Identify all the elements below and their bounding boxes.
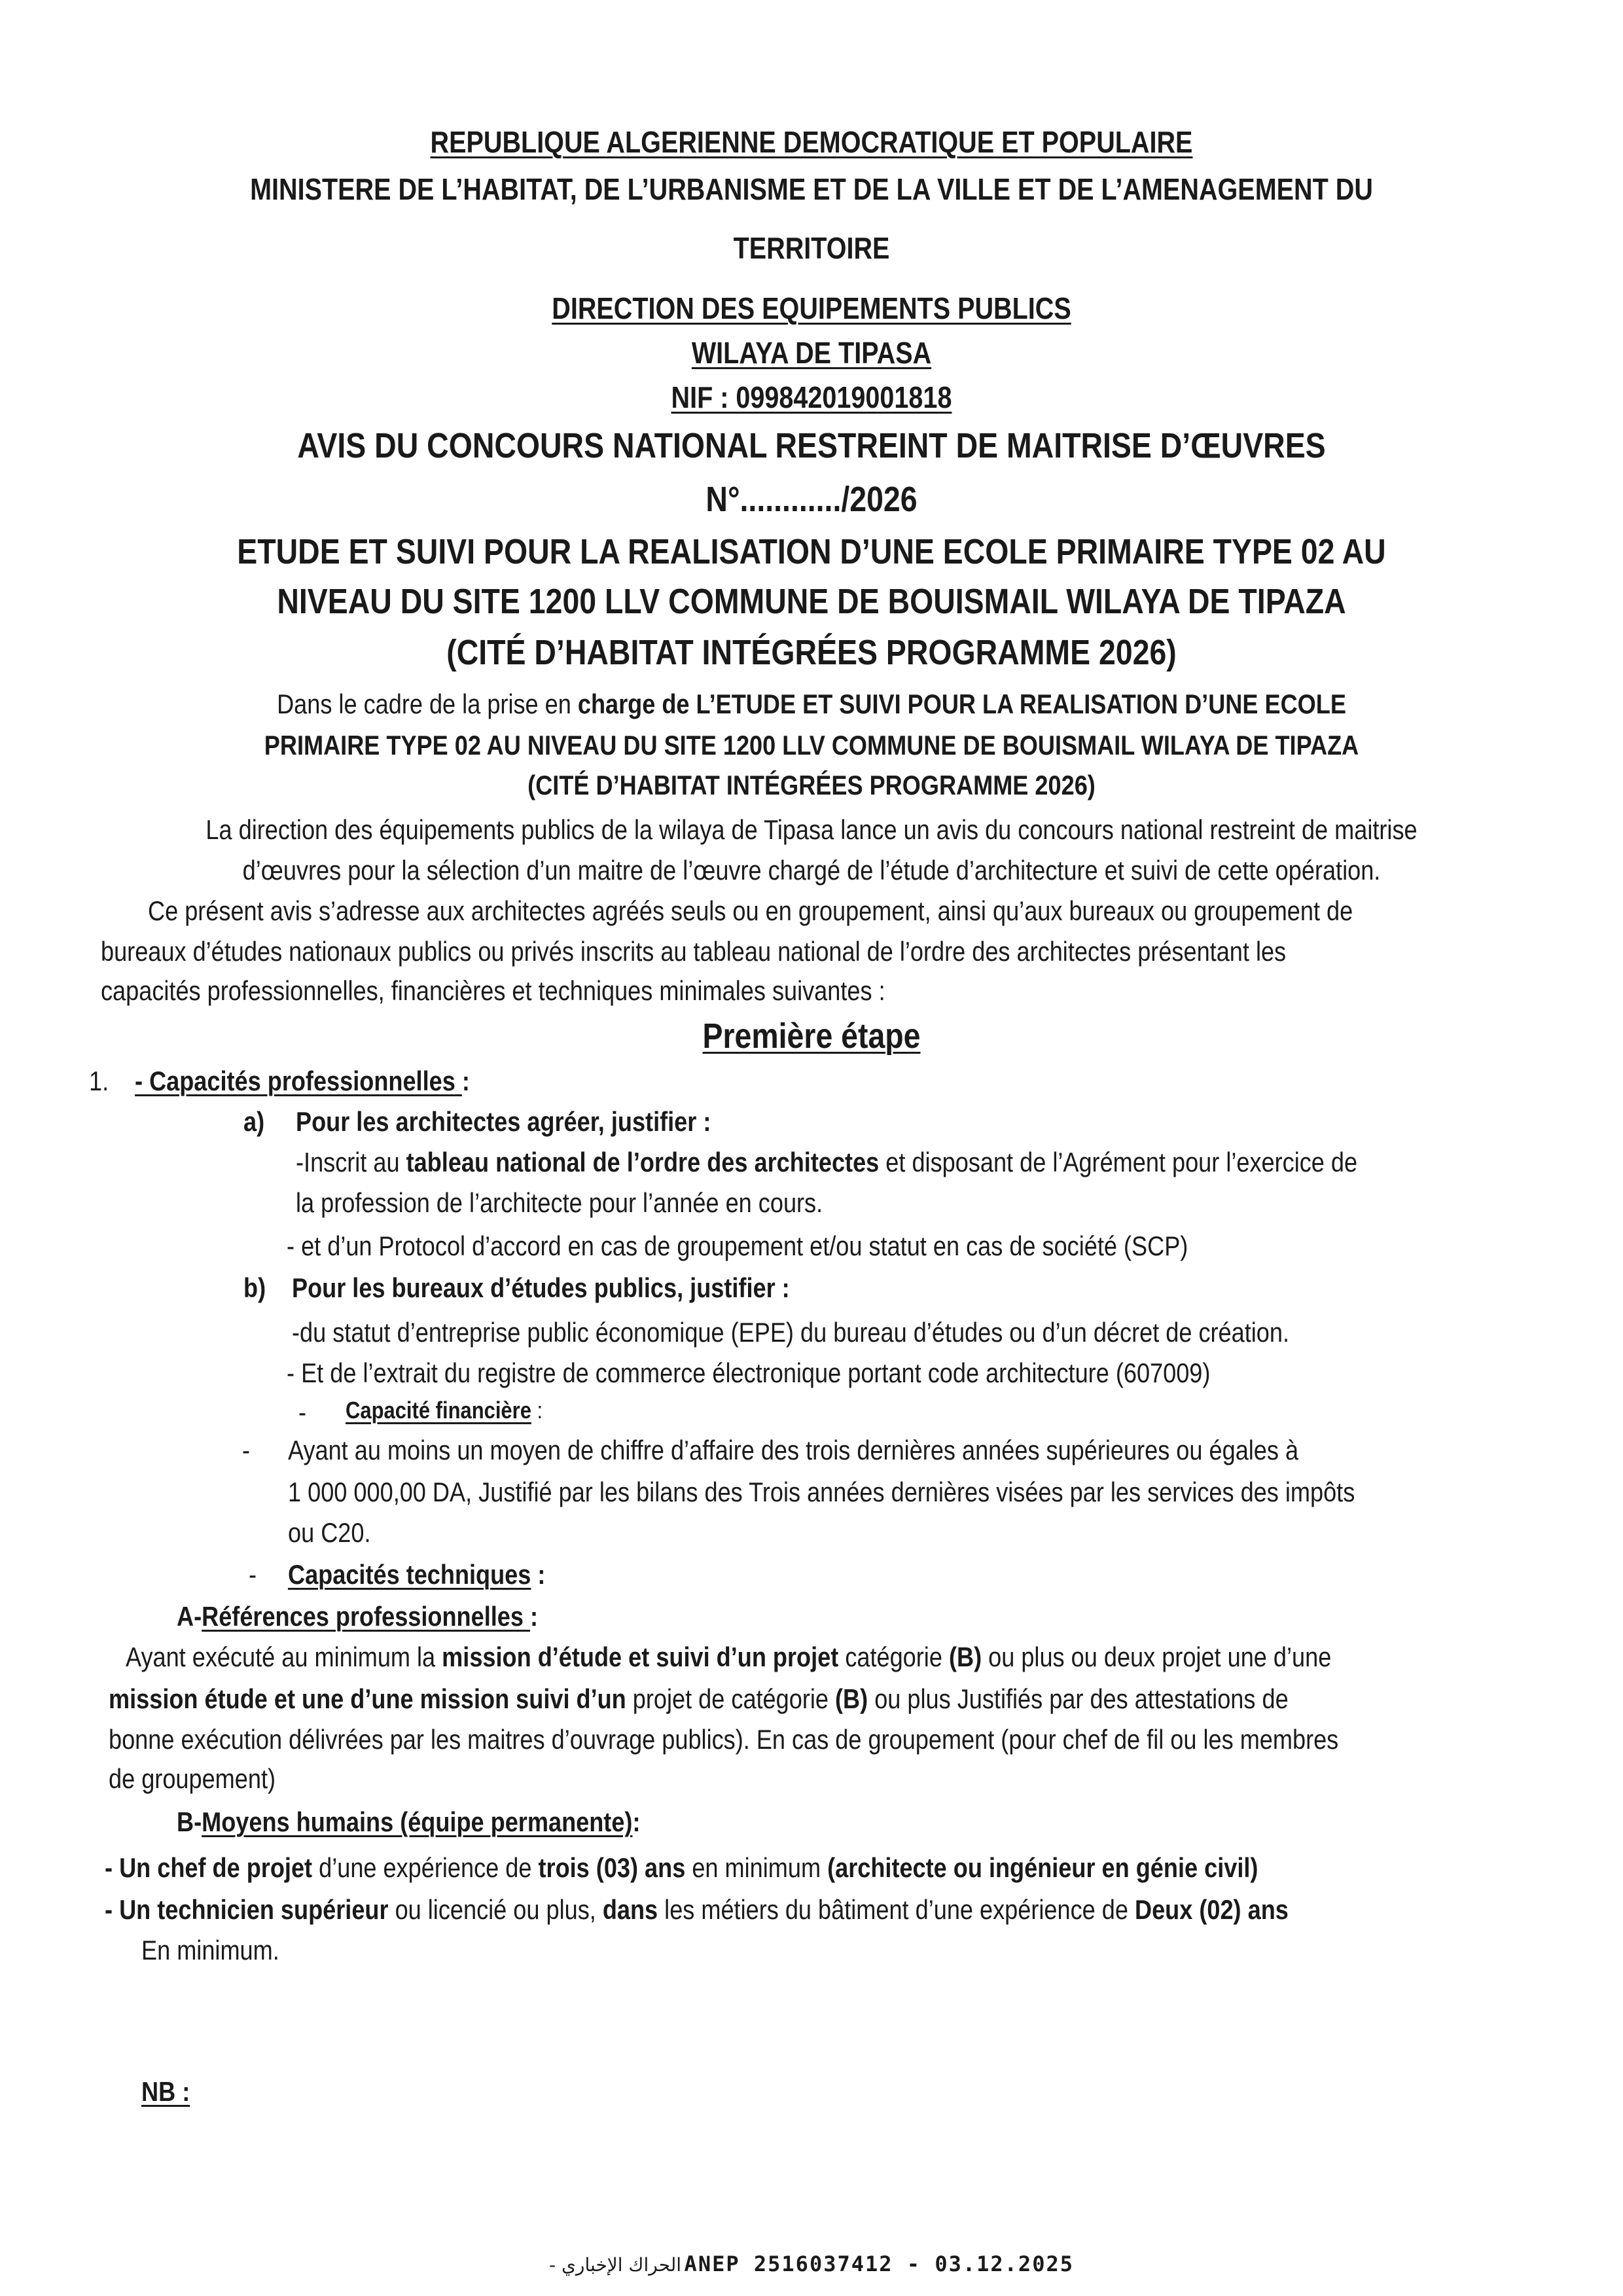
item-a-line3: - et d’un Protocol d’accord en cas de groupement et/ou statut en cas de société (SCP)	[287, 1230, 1188, 1261]
item-b-label: b)	[243, 1272, 266, 1303]
header-wilaya: WILAYA DE TIPASA	[691, 336, 932, 370]
item-a-heading: Pour les architectes agréer, justifier :	[296, 1106, 711, 1137]
header-direction: DIRECTION DES EQUIPEMENTS PUBLICS	[552, 291, 1071, 325]
heading-capacites-professionnelles: - Capacités professionnelles :	[135, 1066, 470, 1096]
financial-line1: Ayant au moins un moyen de chiffre d’affaire des trois dernières années supérieures ou égales à	[288, 1435, 1299, 1465]
footer-arabic-source: الحراك الإخباري -	[549, 2254, 682, 2276]
heading-moyens-humains: B-Moyens humains (équipe permanente):	[177, 1806, 641, 1837]
paragraph2-line3: capacités professionnelles, financières et techniques minimales suivantes :	[101, 975, 885, 1006]
item-a-label: a)	[243, 1106, 265, 1137]
header-ministry-cont: TERRITOIRE	[733, 231, 890, 265]
references-line1: Ayant exécuté au minimum la mission d’étude et suivi d’un projet catégorie (B) ou plus ou deux projet une d’une	[126, 1641, 1332, 1672]
item-b-line2: - Et de l’extrait du registre de commerce électronique portant code architecture (607009)	[287, 1357, 1211, 1388]
paragraph1-line2: d’œuvres pour la sélection d’un maitre de l’œuvre chargé de l’étude d’architecture et suivi de cette opération.	[242, 855, 1381, 886]
intro-line3: (CITÉ D’HABITAT INTÉGRÉES PROGRAMME 2026)	[527, 770, 1096, 800]
paragraph1-line1: La direction des équipements publics de la wilaya de Tipasa lance un avis du concours national restreint de maitrise	[205, 814, 1418, 845]
nb-label: NB :	[141, 2076, 190, 2107]
notice-subject-line1: ETUDE ET SUIVI POUR LA REALISATION D’UNE ECOLE PRIMAIRE TYPE 02 AU	[237, 532, 1386, 571]
paragraph2-line2: bureaux d’études nationaux publics ou privés inscrits au tableau national de l’ordre des architectes présentant les	[101, 936, 1287, 967]
human-resources-line1: - Un chef de projet d’une expérience de trois (03) ans en minimum (architecte ou ingénieur en génie civil)	[105, 1852, 1258, 1883]
footer-anep-code: ANEP 2516037412 - 03.12.2025	[684, 2251, 1074, 2276]
header-ministry: MINISTERE DE L’HABITAT, DE L’URBANISME ET DE LA VILLE ET DE L’AMENAGEMENT DU	[250, 172, 1373, 206]
intro-line1: Dans le cadre de la prise en charge de L’ETUDE ET SUIVI POUR LA REALISATION D’UNE ECOLE	[277, 689, 1346, 719]
financial-line2: 1 000 000,00 DA, Justifié par les bilans des Trois années dernières visées par les services des impôts	[288, 1477, 1355, 1507]
header-republic: REPUBLIQUE ALGERIENNE DEMOCRATIQUE ET POPULAIRE	[430, 125, 1193, 159]
human-resources-line3: En minimum.	[141, 1935, 279, 1965]
human-resources-line2: - Un technicien supérieur ou licencié ou plus, dans les métiers du bâtiment d’une expérience de Deux (02) ans	[105, 1894, 1289, 1925]
item-a-line1: -Inscrit au tableau national de l’ordre des architectes et disposant de l’Agrément pour l’exercice de	[296, 1147, 1358, 1177]
section-title: Première étape	[702, 1016, 921, 1056]
references-line2: mission étude et une d’une mission suivi d’un projet de catégorie (B) ou plus Justifiés par des attestations de	[109, 1683, 1289, 1714]
notice-title: AVIS DU CONCOURS NATIONAL RESTREINT DE MAITRISE D’ŒUVRES	[297, 426, 1326, 465]
financial-dash: -	[298, 1397, 307, 1427]
header-nif: NIF : 099842019001818	[671, 380, 952, 414]
paragraph2-line1: Ce présent avis s’adresse aux architectes agréés seuls ou en groupement, ainsi qu’aux bureaux ou groupement de	[148, 895, 1353, 926]
references-line4: de groupement)	[109, 1763, 276, 1794]
item-b-line1: -du statut d’entreprise public économique (EPE) du bureau d’études ou d’un décret de création.	[292, 1317, 1290, 1348]
financial-line3: ou C20.	[288, 1517, 371, 1548]
item-b-heading: Pour les bureaux d’études publics, justifier :	[292, 1272, 790, 1303]
financial-bullet: -	[242, 1435, 251, 1465]
list-number: 1.	[89, 1066, 109, 1096]
notice-subject-line2: NIVEAU DU SITE 1200 LLV COMMUNE DE BOUISMAIL WILAYA DE TIPAZA	[277, 582, 1346, 621]
heading-references-professionnelles: A-Références professionnelles :	[177, 1601, 539, 1632]
heading-capacite-financiere: Capacité financière :	[346, 1397, 543, 1424]
intro-line2: PRIMAIRE TYPE 02 AU NIVEAU DU SITE 1200 LLV COMMUNE DE BOUISMAIL WILAYA DE TIPAZA	[264, 730, 1359, 761]
notice-subject-line3: (CITÉ D’HABITAT INTÉGRÉES PROGRAMME 2026)	[446, 633, 1177, 672]
technical-dash: -	[249, 1559, 257, 1590]
item-a-line2: la profession de l’architecte pour l’année en cours.	[296, 1187, 823, 1218]
references-line3: bonne exécution délivrées par les maitres d’ouvrage publics). En cas de groupement (pour chef de fil ou les membres	[109, 1724, 1339, 1755]
heading-capacites-techniques: Capacités techniques :	[288, 1559, 546, 1590]
footer	[0, 2251, 1623, 2276]
notice-number: N°............/2026	[705, 480, 918, 519]
